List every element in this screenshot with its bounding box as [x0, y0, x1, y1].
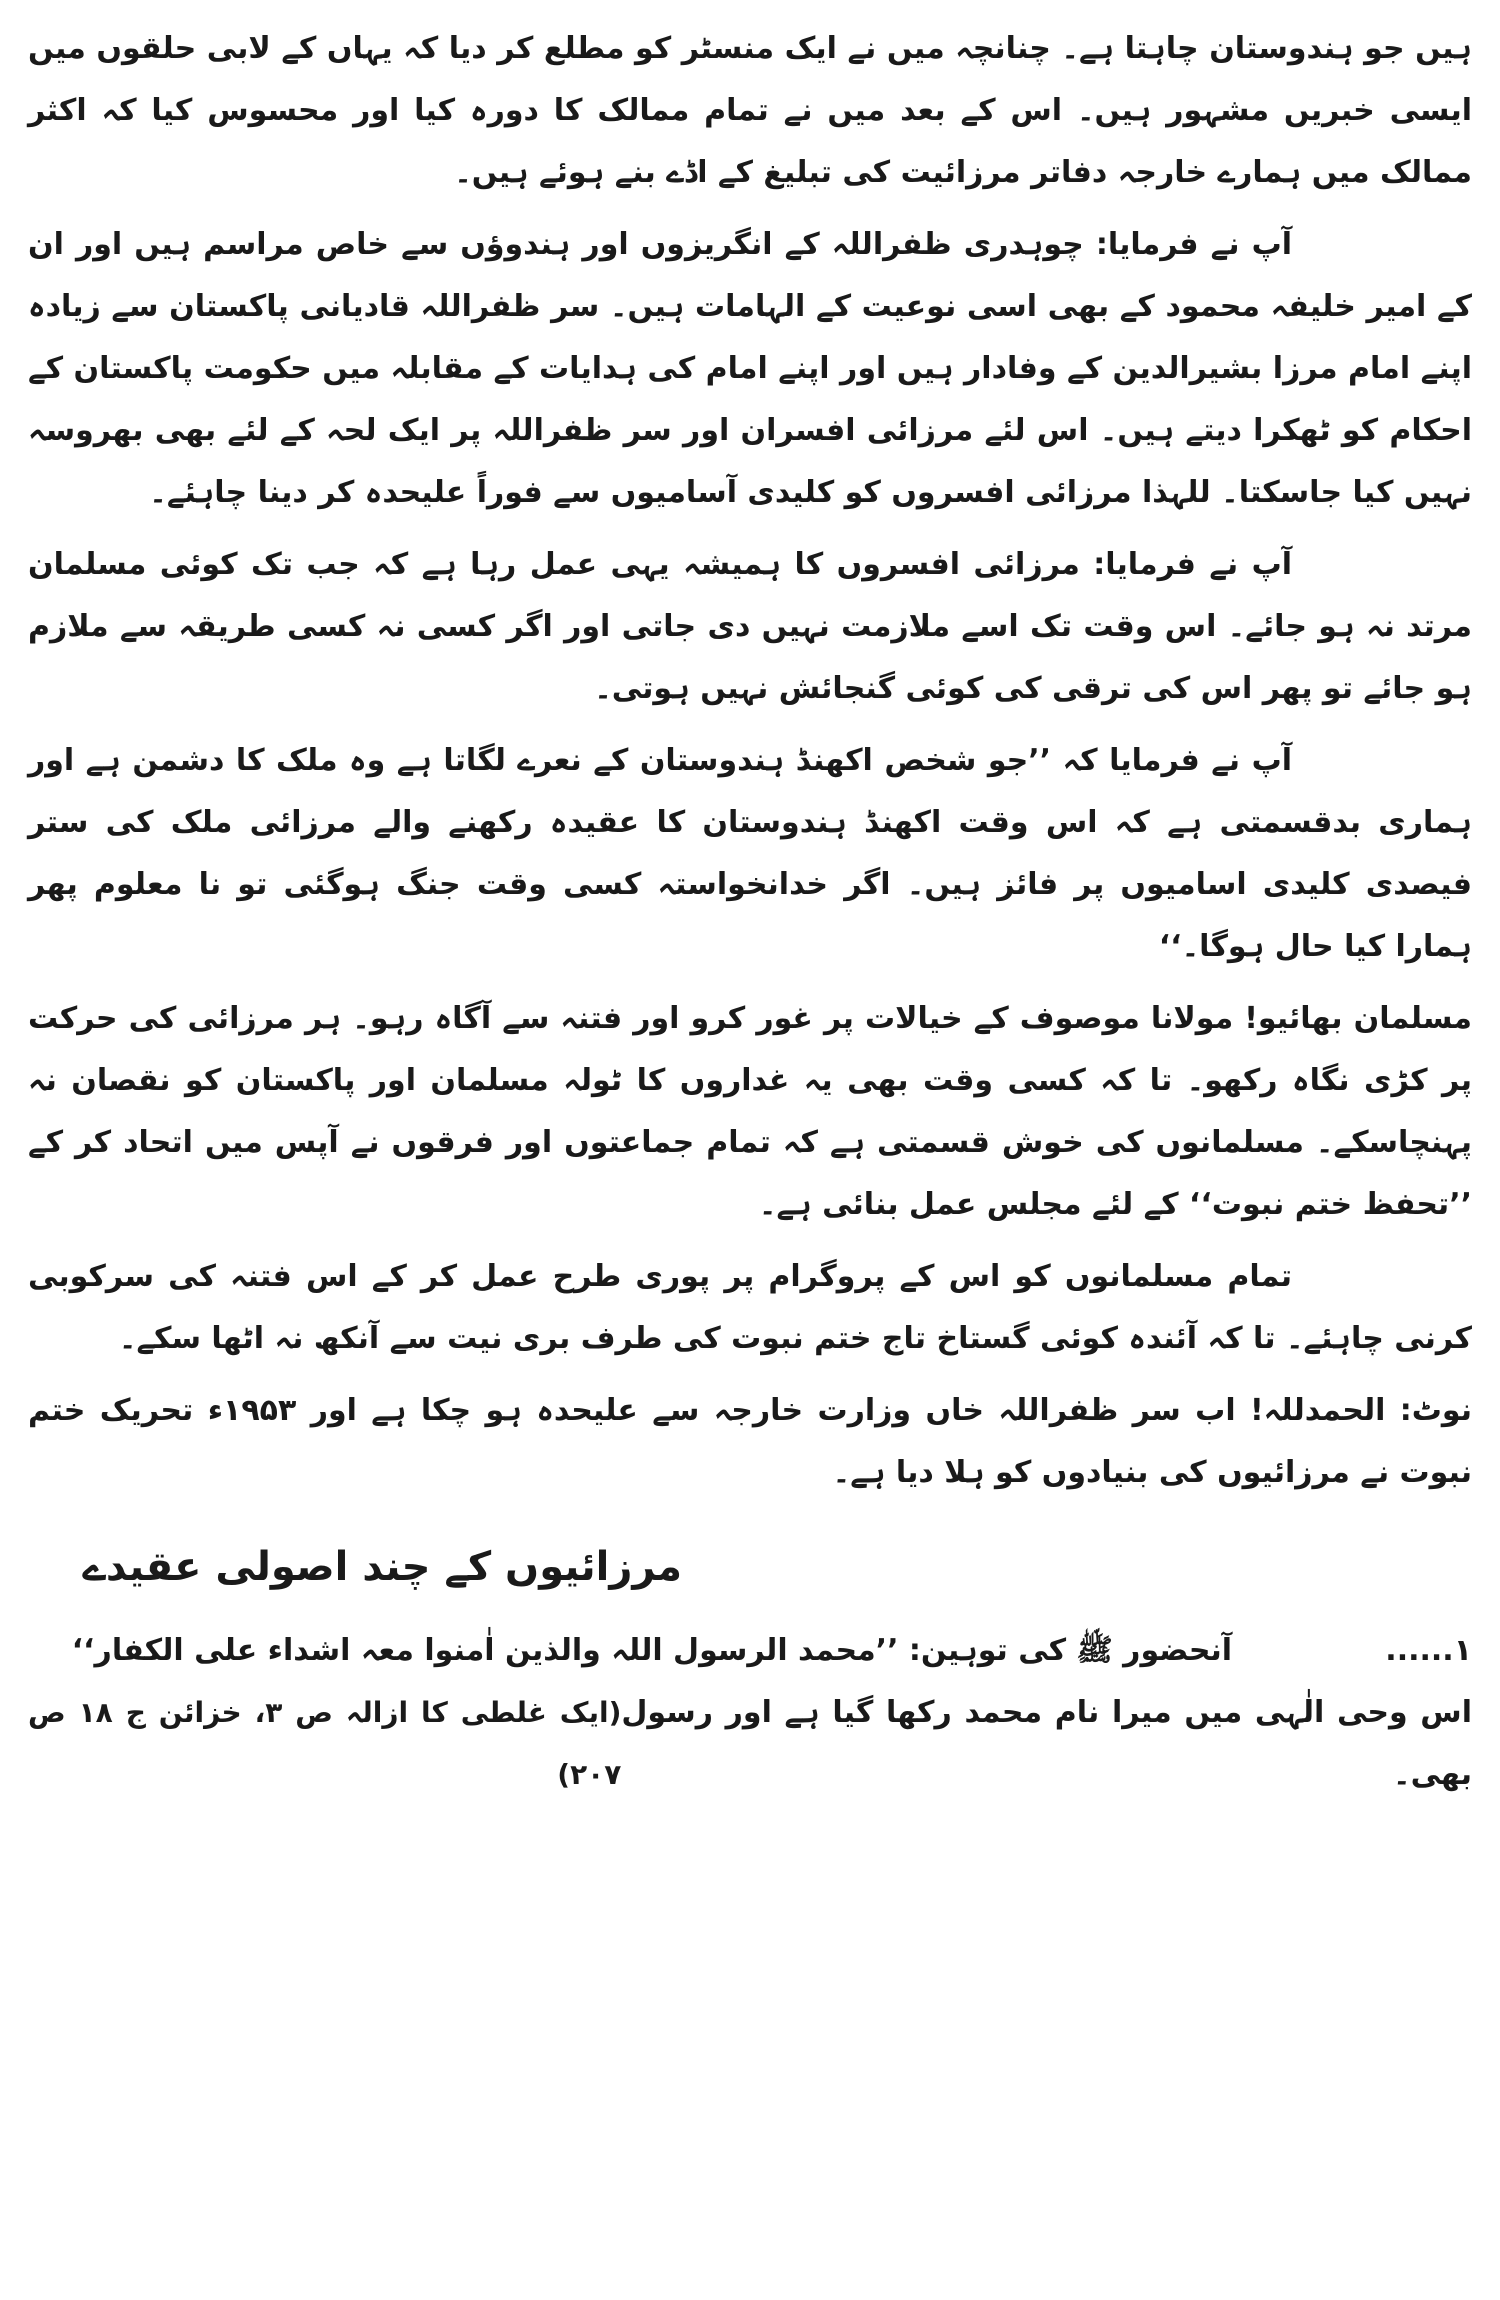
belief-number: ۱......	[1385, 1633, 1472, 1668]
belief-reference-row	[28, 1682, 1472, 1806]
paragraph-opening: ہیں جو ہندوستان چاہتا ہے۔ چنانچہ میں نے ایک منسٹر کو مطلع کر دیا کہ یہاں کے لابی حلقوں میں ایسی خبریں مشہور ہیں۔ اس کے بعد میں نے تمام ممالک کا دورہ کیا اور محسوس کیا کہ اکثر ممالک میں ہمارے خارجہ دفاتر مرزائیت کی تبلیغ کے اڈے بنے ہوئے ہیں۔	[28, 31, 1472, 190]
belief-line-2: اس وحی الٰہی میں میرا نام محمد رکھا گیا ہے اور رسول بھی۔	[621, 1695, 1472, 1792]
paragraph-zafarullah: آپ نے فرمایا: چوہدری ظفراللہ کے انگریزوں اور ہندوؤں سے خاص مراسم ہیں اور ان کے امیر خلیفہ محمود کے بھی اسی نوعیت کے الہامات ہیں۔ سر ظفراللہ قادیانی پاکستان سے زیادہ اپنے امام مرزا بشیرالدین کے وفادار ہیں اور اپنے امام کی ہدایات کے مقابلہ میں حکومت پاکستان کے احکام کو ٹھکرا دیتے ہیں۔ اس لئے مرزائی افسران اور سر ظفراللہ پر ایک لحہ کے لئے بھی بھروسہ نہیں کیا جاسکتا۔ للہذا مرزائی افسروں کو کلیدی آسامیوں سے فوراً علیحدہ کر دینا چاہئے۔	[28, 227, 1472, 510]
paragraph-note: نوٹ: الحمدللہ! اب سر ظفراللہ خاں وزارت خارجہ سے علیحدہ ہو چکا ہے اور ۱۹۵۳ء تحریک ختم نبوت نے مرزائیوں کی بنیادوں کو ہلا دیا ہے۔	[28, 1393, 1472, 1490]
belief-text: آنحضور ﷺ کی توہین: ’’محمد الرسول اللہ والذین اٰمنوا معہ اشداء علی الکفار‘‘	[71, 1633, 1232, 1668]
belief-reference: (ایک غلطی کا ازالہ ص ۳، خزائن ج ۱۸ ص ۲۰۷)	[28, 1696, 622, 1791]
belief-item	[28, 1620, 1472, 1682]
paragraph-akhand-hindustan: آپ نے فرمایا کہ ’’جو شخص اکھنڈ ہندوستان کے نعرے لگاتا ہے وہ ملک کا دشمن ہے اور ہماری بدقسمتی ہے کہ اس وقت اکھنڈ ہندوستان کا عقیدہ رکھنے والے مرزائی ملک کی ستر فیصدی کلیدی اسامیوں پر فائز ہیں۔ اگر خدانخواستہ کسی وقت جنگ ہوگئی تو نا معلوم پھر ہمارا کیا حال ہوگا۔‘‘	[28, 743, 1472, 964]
paragraph-appeal: مسلمان بھائیو! مولانا موصوف کے خیالات پر غور کرو اور فتنہ سے آگاہ رہو۔ ہر مرزائی کی حرکت پر کڑی نگاہ رکھو۔ تا کہ کسی وقت بھی یہ غداروں کا ٹولہ مسلمان اور پاکستان کو نقصان نہ پہنچاسکے۔ مسلمانوں کی خوش قسمتی ہے کہ تمام جماعتوں اور فرقوں نے آپس میں اتحاد کر کے ’’تحفظ ختم نبوت‘‘ کے لئے مجلس عمل بنائی ہے۔	[28, 1001, 1472, 1222]
section-heading: مرزائیوں کے چند اصولی عقیدے	[82, 1544, 682, 1590]
paragraph-mirzai-officers: آپ نے فرمایا: مرزائی افسروں کا ہمیشہ یہی عمل رہا ہے کہ جب تک کوئی مسلمان مرتد نہ ہو جائے۔ اس وقت تک اسے ملازمت نہیں دی جاتی اور اگر کسی نہ کسی طریقہ سے ملازم ہو جائے تو پھر اس کی ترقی کی کوئی گنجائش نہیں ہوتی۔	[28, 547, 1472, 706]
document-page	[28, 18, 1472, 2290]
paragraph-program: تمام مسلمانوں کو اس کے پروگرام پر پوری طرح عمل کر کے اس فتنہ کی سرکوبی کرنی چاہئے۔ تا کہ آئندہ کوئی گستاخ تاج ختم نبوت کی طرف بری نیت سے آنکھ نہ اٹھا سکے۔	[28, 1259, 1472, 1356]
